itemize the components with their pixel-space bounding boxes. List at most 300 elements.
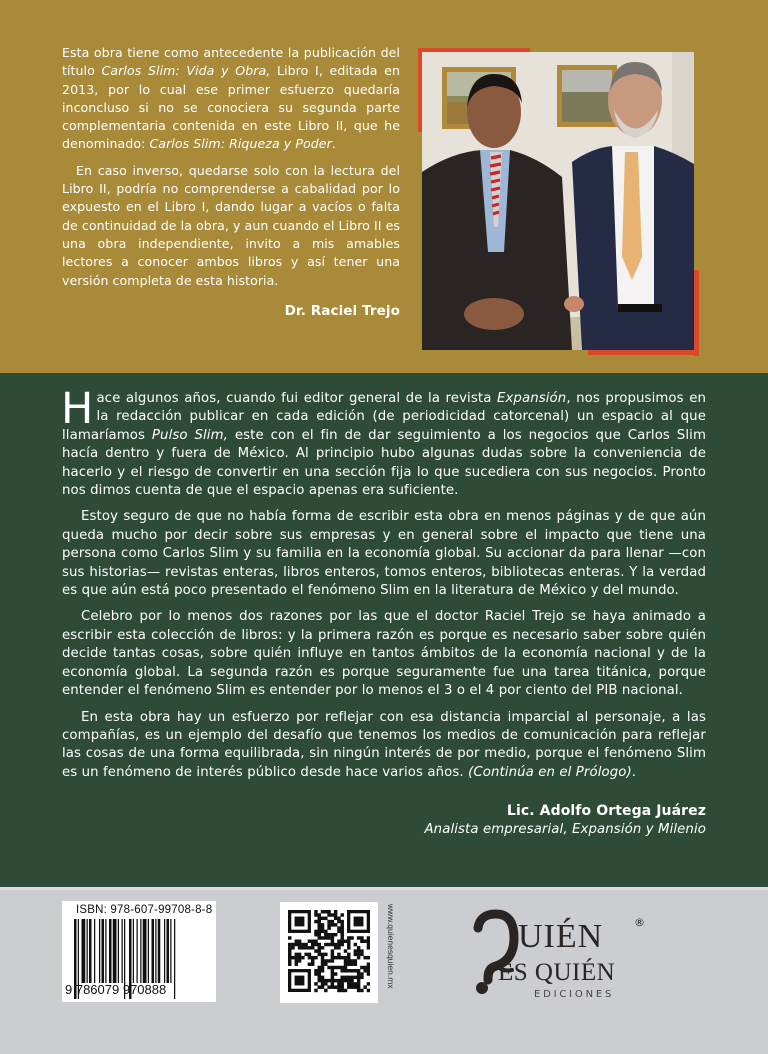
- qr-module: [347, 982, 350, 985]
- text-run: Esta obra tiene como antecedente la publicación del título: [62, 45, 400, 79]
- qr-module: [337, 956, 340, 959]
- qr-module: [298, 956, 301, 959]
- qr-module: [288, 946, 291, 949]
- qr-module: [327, 910, 330, 913]
- qr-module: [321, 976, 324, 979]
- qr-module: [298, 946, 301, 949]
- qr-module: [344, 956, 347, 959]
- continuation-note: (Continúa en el Prólogo): [468, 764, 632, 780]
- qr-module: [367, 946, 370, 949]
- qr-module: [344, 949, 347, 952]
- qr-module: [340, 966, 343, 969]
- qr-module: [357, 985, 360, 988]
- qr-module: [295, 943, 298, 946]
- qr-module: [354, 953, 357, 956]
- intro-paragraph-2: En caso inverso, quedarse solo con la lectura del Libro II, podría no comprenderse a cabalidad por lo expuesto en el Libro I, dando lugar a vacíos o falta de continuidad de la obra, y aun cuando el Libro II es una obra independiente, invito a mis amables lectores a conocer ambos libros y así tener una versión completa de esta historia.: [62, 162, 400, 288]
- foreword-paragraph-4: [62, 709, 706, 783]
- qr-module: [318, 936, 321, 939]
- qr-module: [337, 917, 340, 920]
- registered-mark: ®: [634, 916, 645, 929]
- logo-line-3: EDICIONES: [534, 989, 615, 1000]
- qr-module: [354, 969, 357, 972]
- qr-module: [347, 940, 350, 943]
- qr-module: [288, 956, 291, 959]
- qr-module: [347, 946, 350, 949]
- foreword-paragraph-1: [61, 384, 706, 500]
- qr-module: [357, 936, 360, 939]
- qr-module: [288, 962, 291, 965]
- qr-module: [324, 959, 327, 962]
- qr-module: [288, 936, 291, 939]
- qr-module: [318, 913, 321, 916]
- qr-module: [327, 920, 330, 923]
- qr-module: [350, 969, 353, 972]
- qr-module: [344, 962, 347, 965]
- qr-module: [318, 979, 321, 982]
- barcode-bar: [155, 919, 156, 983]
- qr-module: [308, 962, 311, 965]
- qr-module: [327, 936, 330, 939]
- qr-module: [340, 989, 343, 992]
- qr-module: [314, 920, 317, 923]
- qr-module: [301, 956, 304, 959]
- qr-module: [318, 969, 321, 972]
- barcode-bar: [148, 919, 149, 983]
- qr-module: [347, 985, 350, 988]
- qr-module: [360, 949, 363, 952]
- text-run: este con el fin de dar seguimiento a los negocios que Carlos Slim hacía dentro y fuera de México. Al principio hubo algunas dudas sobre la conveniencia de hacerlo y el riesgo de convertir en una sección fija lo que sucediera con sus negocios. Pronto nos dimos cuenta de que el espacio apenas era suficiente.: [62, 427, 706, 499]
- barcode-bar: [152, 919, 155, 983]
- qr-module: [288, 959, 291, 962]
- qr-module: [340, 936, 343, 939]
- text-run: ace algunos años, cuando fui editor general de la revista: [96, 391, 497, 406]
- qr-module: [340, 913, 343, 916]
- drop-cap: H: [61, 384, 94, 434]
- qr-module: [334, 985, 337, 988]
- qr-module: [357, 949, 360, 952]
- qr-module: [314, 972, 317, 975]
- qr-module: [337, 930, 340, 933]
- qr-module: [314, 910, 317, 913]
- qr-module: [337, 953, 340, 956]
- logo-line-1: UIÉN: [518, 918, 604, 955]
- qr-module: [337, 946, 340, 949]
- qr-module: [331, 913, 334, 916]
- text-run: .: [631, 764, 637, 780]
- qr-module: [340, 979, 343, 982]
- qr-module: [327, 966, 330, 969]
- qr-module: [360, 989, 363, 992]
- qr-module: [295, 959, 298, 962]
- book-title-italic: Carlos Slim: Vida y Obra,: [101, 63, 271, 79]
- section-title-italic: Pulso Slim,: [151, 427, 228, 443]
- qr-module: [357, 989, 360, 992]
- isbn-label: ISBN: 978-607-99708-8-8: [76, 904, 213, 916]
- qr-module: [360, 972, 363, 975]
- qr-module: [295, 956, 298, 959]
- qr-module: [354, 985, 357, 988]
- barcode-bar: [174, 919, 175, 999]
- qr-finder-pattern: [295, 917, 305, 927]
- qr-module: [327, 933, 330, 936]
- qr-code-icon: [288, 910, 370, 995]
- qr-module: [337, 985, 340, 988]
- qr-module: [318, 917, 321, 920]
- qr-module: [324, 979, 327, 982]
- qr-module: [360, 940, 363, 943]
- qr-module: [334, 946, 337, 949]
- qr-module: [311, 962, 314, 965]
- qr-module: [354, 943, 357, 946]
- qr-module: [295, 953, 298, 956]
- qr-module: [314, 956, 317, 959]
- barcode-digits: 9 786079 970888: [65, 982, 167, 997]
- qr-module: [344, 940, 347, 943]
- logo-line-2: ES QUIÉN: [498, 959, 616, 986]
- qr-module: [321, 969, 324, 972]
- qr-module: [331, 969, 334, 972]
- qr-module: [311, 943, 314, 946]
- qr-module: [288, 953, 291, 956]
- qr-module: [334, 910, 337, 913]
- qr-module: [340, 985, 343, 988]
- barcode-bar: [105, 919, 106, 983]
- qr-module: [318, 985, 321, 988]
- qr-module: [291, 956, 294, 959]
- author-name: Lic. Adolfo Ortega Juárez: [506, 803, 706, 820]
- publisher-footer: [0, 890, 768, 1054]
- decorative-bracket: [418, 48, 422, 132]
- qr-module: [331, 966, 334, 969]
- website-url: [384, 904, 396, 1004]
- qr-module: [314, 949, 317, 952]
- intro-paragraph-1: [62, 44, 400, 154]
- intro-text: [62, 44, 400, 320]
- qr-module: [295, 940, 298, 943]
- barcode-bar: [113, 919, 117, 983]
- qr-module: [327, 979, 330, 982]
- barcode-bar: [87, 919, 88, 983]
- qr-module: [311, 956, 314, 959]
- qr-module: [347, 962, 350, 965]
- qr-module: [337, 926, 340, 929]
- qr-module: [318, 949, 321, 952]
- qr-module: [314, 933, 317, 936]
- qr-module: [331, 976, 334, 979]
- qr-module: [321, 979, 324, 982]
- qr-module: [318, 926, 321, 929]
- qr-module: [318, 923, 321, 926]
- qr-module: [337, 943, 340, 946]
- qr-module: [324, 917, 327, 920]
- qr-module: [331, 943, 334, 946]
- qr-module: [327, 913, 330, 916]
- qr-module: [340, 982, 343, 985]
- publisher-logo: [468, 908, 668, 1008]
- qr-finder-pattern: [295, 976, 305, 986]
- qr-module: [350, 936, 353, 939]
- foreword-paragraph-2: Estoy seguro de que no había forma de escribir esta obra en menos páginas y de que aún queda mucho por decir sobre sus empresas y en general sobre el impacto que tiene una persona como Carlos Slim y su familia en la economía global. Su accionar da para llenar —con sus historias— revistas enteras, libros enteros, tomos enteros, bibliotecas enteras. Y la verdad es que aún está poco presentado el fenómeno Slim en la literatura de México y del mundo.: [62, 509, 706, 599]
- foreword-paragraph-3: Celebro por lo menos dos razones por las que el doctor Raciel Trejo se haya animado a escribir esta colección de libros: y la primera razón es porque es necesario saber sobre quién decide tantas cosas, sobre quién influye en tantos ámbitos de la economía nacional y de la economía global. La segunda razón es porque seguramente fue una tarea titánica, porque entender el fenómeno Slim es entender por lo menos el 3 o el 4 por ciento del PIB nacional.: [62, 609, 706, 699]
- qr-module: [347, 936, 350, 939]
- qr-module: [308, 956, 311, 959]
- qr-module: [321, 917, 324, 920]
- qr-module: [367, 940, 370, 943]
- magazine-title-italic: Expansión: [496, 391, 567, 406]
- qr-module: [295, 962, 298, 965]
- qr-module: [327, 926, 330, 929]
- qr-module: [318, 920, 321, 923]
- qr-module: [363, 966, 366, 969]
- qr-module: [367, 972, 370, 975]
- barcode-bar: [143, 919, 147, 983]
- qr-module: [321, 985, 324, 988]
- qr-module: [318, 946, 321, 949]
- qr-module: [321, 966, 324, 969]
- isbn-barcode: [62, 901, 216, 1002]
- decorative-bracket: [418, 48, 530, 52]
- qr-module: [367, 989, 370, 992]
- qr-module: [337, 920, 340, 923]
- qr-module: [357, 976, 360, 979]
- qr-module: [347, 959, 350, 962]
- barcode-bar: [164, 919, 165, 983]
- qr-module: [367, 966, 370, 969]
- qr-module: [350, 979, 353, 982]
- qr-module: [314, 982, 317, 985]
- qr-module: [327, 943, 330, 946]
- qr-module: [367, 969, 370, 972]
- qr-module: [318, 930, 321, 933]
- qr-module: [314, 943, 317, 946]
- qr-module: [298, 943, 301, 946]
- qr-module: [357, 969, 360, 972]
- qr-module: [347, 976, 350, 979]
- barcode-bar: [102, 919, 105, 983]
- qr-module: [344, 989, 347, 992]
- barcode-bar: [170, 919, 171, 983]
- qr-module: [340, 930, 343, 933]
- qr-module: [318, 976, 321, 979]
- qr-module: [357, 953, 360, 956]
- qr-module: [318, 943, 321, 946]
- qr-module: [321, 923, 324, 926]
- qr-module: [288, 949, 291, 952]
- text-run: , nos propusimos en la redacción publicar en cada edición (de periodicidad catorcenal) un espacio al que llamaríamos: [62, 391, 706, 443]
- qr-module: [288, 943, 291, 946]
- qr-module: [350, 959, 353, 962]
- qr-module: [331, 953, 334, 956]
- barcode-bar: [122, 919, 123, 983]
- qr-module: [367, 943, 370, 946]
- text-run: Libro I, editada en 2013, por lo cual ese primer esfuerzo quedaría inconcluso si no se conociera su segunda parte complementaria contenida en este Libro II, que he denominado:: [62, 63, 401, 152]
- qr-module: [324, 930, 327, 933]
- qr-module: [324, 943, 327, 946]
- qr-module: [334, 917, 337, 920]
- qr-module: [344, 976, 347, 979]
- qr-module: [308, 946, 311, 949]
- barcode-bar: [167, 919, 170, 983]
- qr-module: [337, 982, 340, 985]
- barcode-bar: [109, 919, 112, 983]
- foreword-section: [0, 373, 768, 887]
- qr-module: [331, 949, 334, 952]
- qr-module: [318, 972, 321, 975]
- qr-module: [340, 940, 343, 943]
- foreword-author: [62, 802, 706, 839]
- qr-module: [340, 969, 343, 972]
- qr-module: [291, 943, 294, 946]
- qr-module: [363, 969, 366, 972]
- qr-module: [314, 913, 317, 916]
- qr-module: [331, 933, 334, 936]
- qr-module: [321, 959, 324, 962]
- qr-module: [318, 966, 321, 969]
- qr-module: [334, 933, 337, 936]
- author-photo: [422, 52, 694, 350]
- barcode-bar: [133, 919, 134, 983]
- qr-module: [298, 953, 301, 956]
- qr-module: [331, 923, 334, 926]
- qr-module: [344, 969, 347, 972]
- qr-code[interactable]: [280, 902, 378, 1003]
- qr-module: [331, 956, 334, 959]
- qr-module: [324, 953, 327, 956]
- qr-module: [314, 930, 317, 933]
- qr-module: [314, 969, 317, 972]
- qr-module: [331, 920, 334, 923]
- qr-module: [334, 956, 337, 959]
- qr-module: [321, 936, 324, 939]
- qr-module: [337, 979, 340, 982]
- qr-module: [347, 969, 350, 972]
- qr-module: [360, 953, 363, 956]
- qr-module: [308, 940, 311, 943]
- qr-module: [334, 966, 337, 969]
- qr-module: [340, 920, 343, 923]
- text-run: En esta obra hay un esfuerzo por reflejar con esa distancia imparcial al personaje, a las compañías, es un ejemplo del desafío que tenemos los medios de comunicación para reflejar las cosas de una forma equilibrada, sin ningún interés de por medio, porque el fenómeno Slim es un fenómeno de interés público desde hace varios años.: [62, 709, 706, 780]
- decorative-bracket: [588, 350, 699, 355]
- qr-module: [324, 989, 327, 992]
- qr-module: [344, 979, 347, 982]
- qr-module: [350, 982, 353, 985]
- qr-module: [331, 979, 334, 982]
- barcode-bar: [82, 919, 86, 983]
- barcode-bar: [94, 919, 95, 983]
- qr-module: [311, 946, 314, 949]
- qr-module: [327, 985, 330, 988]
- qr-module: [321, 956, 324, 959]
- qr-module: [331, 959, 334, 962]
- qr-module: [311, 959, 314, 962]
- foreword-text: [61, 384, 706, 839]
- qr-module: [318, 933, 321, 936]
- qr-module: [354, 962, 357, 965]
- qr-module: [360, 966, 363, 969]
- qr-module: [337, 940, 340, 943]
- qr-module: [318, 953, 321, 956]
- barcode-bar: [137, 919, 138, 983]
- qr-module: [331, 982, 334, 985]
- qr-module: [304, 946, 307, 949]
- qr-module: [324, 982, 327, 985]
- qr-module: [324, 933, 327, 936]
- qr-module: [327, 959, 330, 962]
- qr-module: [344, 959, 347, 962]
- qr-module: [314, 940, 317, 943]
- text-run: .: [331, 136, 336, 152]
- qr-module: [347, 979, 350, 982]
- qr-finder-pattern: [354, 917, 364, 927]
- qr-module: [340, 976, 343, 979]
- qr-module: [331, 936, 334, 939]
- qr-module: [344, 966, 347, 969]
- qr-module: [367, 956, 370, 959]
- qr-module: [360, 936, 363, 939]
- qr-module: [360, 976, 363, 979]
- qr-module: [314, 989, 317, 992]
- qr-module: [321, 910, 324, 913]
- qr-module: [357, 946, 360, 949]
- qr-module: [363, 985, 366, 988]
- qr-module: [321, 982, 324, 985]
- qr-module: [311, 940, 314, 943]
- qr-module: [357, 972, 360, 975]
- qr-module: [337, 989, 340, 992]
- decorative-bracket: [694, 270, 699, 356]
- qr-module: [334, 943, 337, 946]
- barcode-bar: [89, 919, 92, 983]
- qr-module: [357, 956, 360, 959]
- qr-module: [367, 962, 370, 965]
- qr-module: [334, 923, 337, 926]
- qr-module: [321, 926, 324, 929]
- qr-module: [321, 930, 324, 933]
- barcode-bar: [118, 919, 119, 983]
- qr-module: [331, 940, 334, 943]
- qr-module: [324, 962, 327, 965]
- qr-module: [363, 940, 366, 943]
- qr-module: [340, 923, 343, 926]
- qr-module: [301, 943, 304, 946]
- qr-module: [291, 946, 294, 949]
- qr-module: [331, 972, 334, 975]
- qr-module: [340, 933, 343, 936]
- qr-module: [334, 979, 337, 982]
- book-title-italic: Carlos Slim: Riqueza y Poder: [149, 136, 332, 152]
- website-text: www.quienesquien.mx: [386, 904, 396, 989]
- qr-module: [334, 972, 337, 975]
- qr-module: [321, 946, 324, 949]
- qr-module: [350, 976, 353, 979]
- qr-module: [363, 956, 366, 959]
- qr-module: [327, 923, 330, 926]
- qr-module: [350, 985, 353, 988]
- qr-module: [350, 962, 353, 965]
- qr-module: [334, 913, 337, 916]
- author-role: Analista empresarial, Expansión y Milenio: [424, 821, 706, 837]
- qr-module: [340, 956, 343, 959]
- qr-module: [321, 962, 324, 965]
- qr-module: [324, 936, 327, 939]
- qr-module: [347, 943, 350, 946]
- qr-module: [357, 982, 360, 985]
- photo-two-men-icon: [422, 52, 694, 350]
- qr-module: [347, 956, 350, 959]
- qr-module: [298, 959, 301, 962]
- qr-module: [354, 976, 357, 979]
- qr-module: [331, 985, 334, 988]
